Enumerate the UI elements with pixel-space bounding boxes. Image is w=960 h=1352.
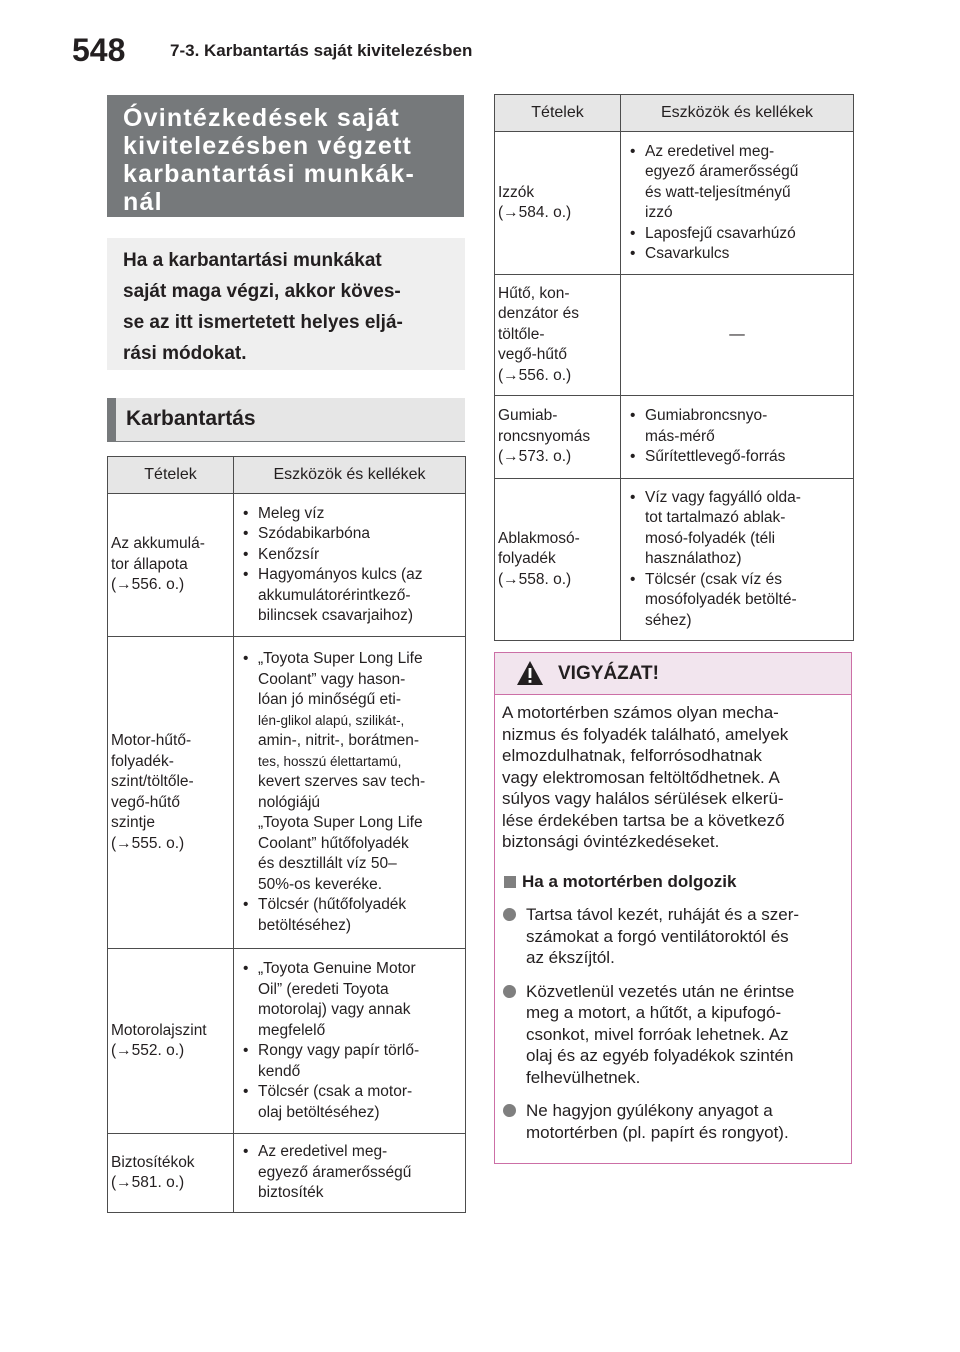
warning-line: nizmus és folyadék található, amelyek bbox=[502, 724, 789, 744]
circle-bullet-icon bbox=[503, 985, 516, 998]
tools-cell bbox=[621, 132, 854, 275]
section-title-box bbox=[107, 95, 464, 217]
item-line: szint/töltőle- bbox=[111, 773, 194, 790]
list-item bbox=[628, 244, 850, 265]
tool-line: • Csavarkulcs bbox=[645, 245, 730, 262]
title-line: Óvintézkedések saját bbox=[123, 104, 400, 132]
tool-line: • Tölcsér (csak a motor- bbox=[258, 1083, 413, 1100]
column-header-tools: Eszközök és kellékek bbox=[621, 95, 854, 132]
item-cell bbox=[108, 949, 234, 1134]
column-header-tools: Eszközök és kellékek bbox=[234, 457, 466, 494]
list-item bbox=[628, 406, 850, 447]
table-row bbox=[495, 275, 854, 396]
list-item bbox=[628, 142, 850, 224]
title-line: nál bbox=[123, 188, 163, 216]
warning-body bbox=[502, 702, 842, 1143]
table-row bbox=[495, 132, 854, 275]
item-line: Biztosítékok bbox=[111, 1153, 195, 1171]
tool-line: • „Toyota Super Long Life bbox=[258, 650, 423, 667]
item-line: Motor-hűtő- bbox=[111, 732, 192, 749]
list-item bbox=[628, 570, 850, 632]
table-row bbox=[108, 494, 466, 637]
item-cell bbox=[495, 275, 621, 396]
item-cell bbox=[495, 479, 621, 641]
item-cell bbox=[108, 494, 234, 637]
tool-line: megfelelő bbox=[258, 1021, 326, 1039]
item-line: Ablakmosó- bbox=[498, 529, 580, 547]
item-line: vegő-hűtő bbox=[111, 793, 180, 811]
intro-line: rási módokat. bbox=[123, 343, 247, 364]
tool-line: motorolaj) vagy annak bbox=[258, 1001, 411, 1018]
list-item bbox=[241, 524, 462, 545]
item-cell bbox=[108, 637, 234, 949]
list-item bbox=[628, 224, 850, 245]
tool-line: • Rongy vagy papír törlő- bbox=[258, 1042, 420, 1059]
tool-line: • „Toyota Genuine Motor bbox=[258, 960, 416, 977]
tool-line: kevert szerves sav tech- bbox=[258, 773, 426, 790]
tool-line: • Gumiabroncsnyo- bbox=[645, 407, 768, 425]
tool-line: mosófolyadék betölté- bbox=[645, 591, 797, 609]
warning-line: felhevülhetnek. bbox=[526, 1067, 641, 1087]
warning-line: Ne hagyjon gyúlékony anyagot a bbox=[526, 1101, 773, 1120]
tools-cell bbox=[234, 637, 466, 949]
tool-line: • Sűrítettlevegő-forrás bbox=[645, 448, 786, 466]
tool-line: • Az eredetivel meg- bbox=[645, 142, 775, 160]
warning-subheading bbox=[502, 871, 842, 893]
table-header-row bbox=[495, 95, 854, 132]
tool-line: tot tartalmazó ablak- bbox=[645, 509, 786, 527]
tool-line: egyező áramerősségű bbox=[258, 1163, 412, 1181]
tools-cell-empty: — bbox=[621, 275, 854, 396]
tool-line: lóan jó minőségű eti- bbox=[258, 691, 402, 708]
maintenance-table-left bbox=[107, 456, 466, 1213]
tool-line: tes, hosszú élettartamú, bbox=[258, 753, 402, 769]
tool-line: • Tölcsér (hűtőfolyadék bbox=[258, 896, 407, 913]
list-item bbox=[241, 545, 462, 566]
tool-line: • Meleg víz bbox=[258, 504, 325, 522]
item-cell bbox=[495, 132, 621, 275]
section-heading bbox=[107, 398, 465, 442]
tool-line: Coolant” vagy hason- bbox=[258, 670, 406, 688]
item-line: tor állapota bbox=[111, 555, 188, 573]
table-row bbox=[495, 479, 854, 641]
tool-line: • Víz vagy fagyálló olda- bbox=[645, 488, 801, 506]
tool-line: más-mérő bbox=[645, 427, 715, 445]
tool-line: mosó-folyadék (téli bbox=[645, 529, 776, 547]
title-line: kivitelezésben végzett bbox=[123, 132, 413, 160]
warning-line: motortérben (pl. papírt és rongyot). bbox=[526, 1122, 789, 1142]
tool-line: • Hagyományos kulcs (az bbox=[258, 566, 423, 583]
warning-line: számokat a forgó ventilátoroktól és bbox=[526, 926, 789, 946]
square-bullet-icon bbox=[504, 876, 516, 888]
list-item bbox=[241, 1142, 462, 1204]
warning-header bbox=[495, 653, 851, 695]
tool-line: • Szódabikarbóna bbox=[258, 525, 371, 542]
intro-box bbox=[107, 238, 465, 370]
warning-triangle-icon bbox=[516, 659, 544, 687]
item-line: denzátor és bbox=[498, 305, 579, 323]
list-item bbox=[628, 447, 850, 468]
tools-cell bbox=[621, 479, 854, 641]
tool-line: • Kenőzsír bbox=[258, 545, 320, 563]
warning-bullet bbox=[502, 981, 842, 1089]
tool-line: lén-glikol alapú, szilikát-, bbox=[258, 712, 405, 728]
warning-line: lése érdekében tartsa be a következő bbox=[502, 810, 785, 830]
tool-line: „Toyota Super Long Life bbox=[258, 814, 423, 831]
item-line: roncsnyomás bbox=[498, 427, 591, 445]
circle-bullet-icon bbox=[503, 908, 516, 921]
warning-line: az ékszíjtól. bbox=[526, 948, 615, 967]
warning-bullet bbox=[502, 904, 842, 969]
warning-line: meg a motort, a hűtőt, a kipufogó- bbox=[526, 1003, 782, 1022]
table-row bbox=[108, 637, 466, 949]
tool-line: Oil” (eredeti Toyota bbox=[258, 980, 389, 998]
tool-line: 50%-os keveréke. bbox=[258, 875, 383, 893]
table-row bbox=[108, 949, 466, 1134]
intro-line: Ha a karbantartási munkákat bbox=[123, 250, 382, 271]
item-cell bbox=[108, 1134, 234, 1213]
item-cell bbox=[495, 396, 621, 479]
tool-line: • Az eredetivel meg- bbox=[258, 1143, 388, 1161]
item-line: (→556. o.) bbox=[111, 576, 185, 594]
tool-line: és desztillált víz 50– bbox=[258, 855, 397, 872]
warning-line: Tartsa távol kezét, ruháját és a szer- bbox=[526, 905, 800, 924]
column-header-items: Tételek bbox=[495, 95, 621, 132]
title-line: karbantartási munkák- bbox=[123, 160, 415, 188]
tool-line: nológiájú bbox=[258, 793, 321, 811]
warning-line: A motortérben számos olyan mecha- bbox=[502, 703, 779, 722]
item-line: (→584. o.) bbox=[498, 204, 572, 221]
page-number: 548 bbox=[72, 32, 126, 68]
item-line: (→573. o.) bbox=[498, 448, 572, 466]
intro-line: se az itt ismertetett helyes eljá- bbox=[123, 312, 403, 333]
tool-line: Coolant” hűtőfolyadék bbox=[258, 834, 409, 852]
item-line: Motorolajszint bbox=[111, 1021, 207, 1039]
tool-line: séhez) bbox=[645, 611, 692, 629]
tool-line: amin-, nitrit-, borátmen- bbox=[258, 732, 420, 749]
item-line: folyadék- bbox=[111, 752, 174, 770]
section-heading-text: Karbantartás bbox=[126, 407, 256, 430]
tool-line: akkumulátorérintkező- bbox=[258, 586, 411, 604]
chapter-title: 7-3. Karbantartás saját kivitelezésben bbox=[170, 41, 473, 60]
warning-bullet bbox=[502, 1100, 842, 1143]
intro-line: saját maga végzi, akkor köves- bbox=[123, 281, 401, 302]
list-item bbox=[241, 565, 462, 627]
tool-line: biztosíték bbox=[258, 1184, 324, 1202]
item-line: (→556. o.) bbox=[498, 366, 572, 384]
table-row bbox=[108, 1134, 466, 1213]
item-line: Az akkumulá- bbox=[111, 535, 205, 553]
tool-line: használathoz) bbox=[645, 550, 742, 568]
item-line: Hűtő, kon- bbox=[498, 284, 570, 302]
warning-line: súlyos vagy halálos sérülések elkerü- bbox=[502, 789, 784, 808]
tools-cell bbox=[621, 396, 854, 479]
list-item bbox=[241, 895, 462, 936]
item-line: szintje bbox=[111, 814, 155, 831]
list-item bbox=[241, 959, 462, 1041]
tool-line: betöltéséhez) bbox=[258, 916, 352, 934]
item-line: Gumiab- bbox=[498, 407, 558, 425]
tools-cell bbox=[234, 1134, 466, 1213]
warning-line: csonkot, mivel forróak lehetnek. Az bbox=[526, 1024, 789, 1044]
list-item bbox=[241, 649, 462, 895]
warning-subheading-text: Ha a motortérben dolgozik bbox=[522, 871, 737, 891]
tool-line: egyező áramerősségű bbox=[645, 163, 799, 180]
tool-line: és watt-teljesítményű bbox=[645, 183, 791, 201]
list-item bbox=[628, 488, 850, 570]
column-header-items: Tételek bbox=[108, 457, 234, 494]
maintenance-table-right bbox=[494, 94, 854, 641]
tool-line: bilincsek csavarjaihoz) bbox=[258, 607, 414, 624]
warning-title: VIGYÁZAT! bbox=[558, 663, 659, 684]
warning-line: vagy elektromosan feltöltődhetnek. A bbox=[502, 767, 780, 787]
warning-line: olaj és az egyéb folyadékok szintén bbox=[526, 1046, 794, 1065]
warning-line: biztonsági óvintézkedéseket. bbox=[502, 832, 720, 851]
tool-line: olaj betöltéséhez) bbox=[258, 1103, 380, 1121]
item-line: vegő-hűtő bbox=[498, 346, 567, 364]
list-item bbox=[241, 1082, 462, 1123]
warning-line: Közvetlenül vezetés után ne érintse bbox=[526, 981, 795, 1001]
warning-line: elmozdulhatnak, felforrósodhatnak bbox=[502, 746, 762, 765]
tool-line: • Tölcsér (csak víz és bbox=[645, 570, 782, 588]
item-line: (→558. o.) bbox=[498, 570, 572, 588]
circle-bullet-icon bbox=[503, 1104, 516, 1117]
item-line: (→552. o.) bbox=[111, 1042, 185, 1059]
table-header-row bbox=[108, 457, 466, 494]
item-line: (→581. o.) bbox=[111, 1174, 185, 1191]
list-item bbox=[241, 1041, 462, 1082]
tool-line: izzó bbox=[645, 204, 673, 221]
tools-cell bbox=[234, 494, 466, 637]
table-row bbox=[495, 396, 854, 479]
item-line: Izzók bbox=[498, 183, 535, 201]
item-line: töltőle- bbox=[498, 325, 545, 343]
tools-cell bbox=[234, 949, 466, 1134]
item-line: (→555. o.) bbox=[111, 834, 185, 852]
list-item bbox=[241, 504, 462, 525]
tool-line: kendő bbox=[258, 1062, 301, 1080]
warning-box bbox=[494, 652, 852, 1164]
warning-intro bbox=[502, 702, 842, 853]
item-line: folyadék bbox=[498, 550, 556, 568]
tool-line: • Laposfejű csavarhúzó bbox=[645, 224, 796, 242]
